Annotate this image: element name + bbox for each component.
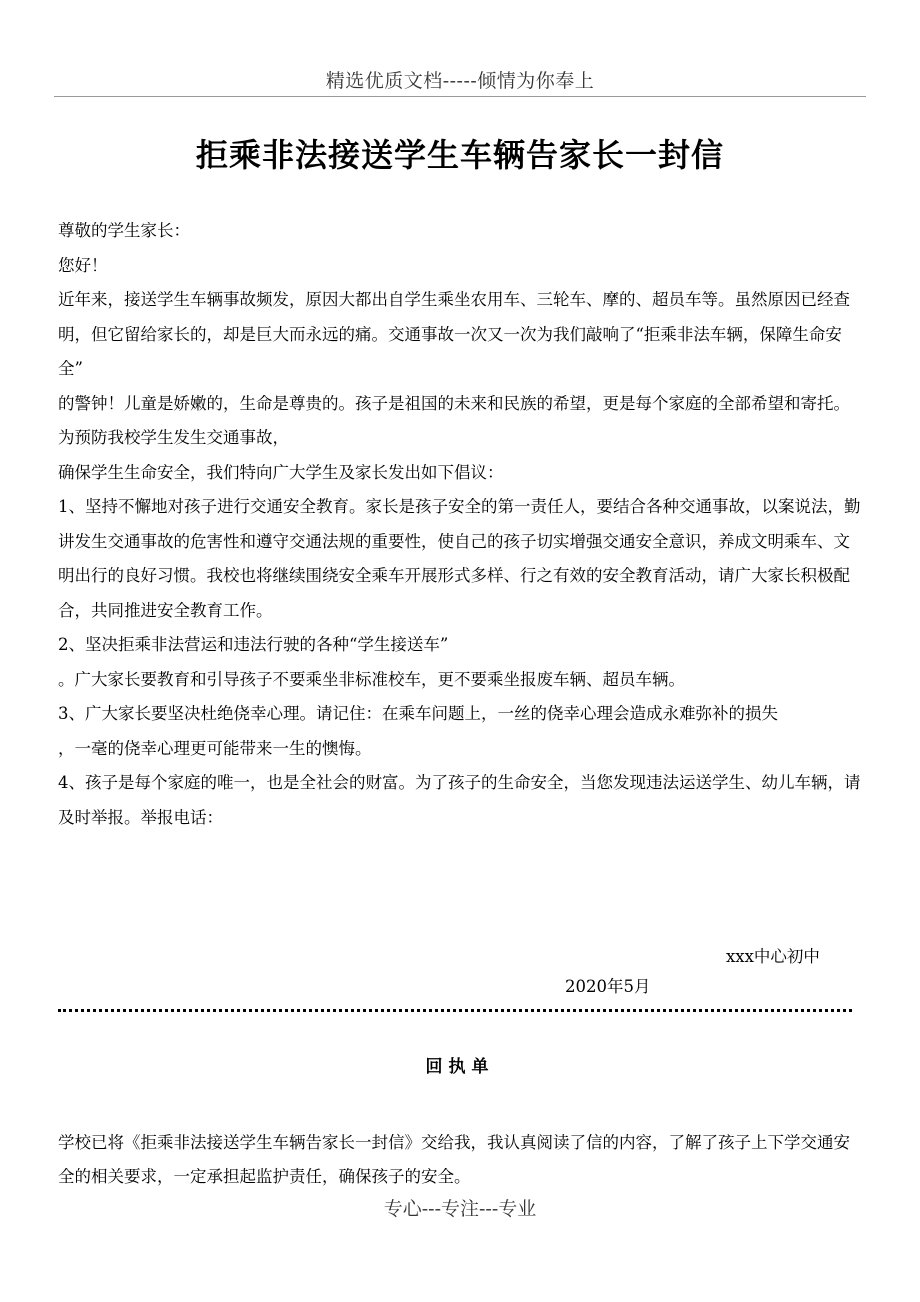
document-title: 拒乘非法接送学生车辆告家长一封信: [195, 136, 724, 174]
body-paragraph: 近年来，接送学生车辆事故频发，原因大都出自学生乘坐农用车、三轮车、摩的、超员车等。虽然原因已经查明，但它留给家长的，却是巨大而永远的痛。交通事故一次又一次为我们敲响了“拒乘非法车辆，保障生命安全”: [58, 290, 850, 378]
school-signature: xxx中心初中: [726, 947, 820, 966]
cut-line: [58, 1009, 852, 1012]
receipt-text: 学校已将《拒乘非法接送学生车辆告家长一封信》交给我，我认真阅读了信的内容，了解了孩子上下学交通安全的相关要求，一定承担起监护责任，确保孩子的安全。: [58, 1133, 850, 1186]
proposal-item-2: 2、坚决拒乘非法营运和违法行驶的各种“学生接送车”: [58, 635, 449, 654]
proposal-item-3-continued: ，一毫的侥幸心理更可能带来一生的懊悔。: [58, 738, 372, 758]
body-paragraph: 的警钟！儿童是娇嫩的，生命是尊贵的。孩子是祖国的未来和民族的希望，更是每个家庭的全部希望和寄托。为预防我校学生发生交通事故，: [58, 393, 850, 447]
salutation: 尊敬的学生家长：: [58, 221, 190, 240]
header-divider: [54, 96, 866, 97]
proposal-item-1: 1、坚持不懈地对孩子进行交通安全教育。家长是孩子安全的第一责任人，要结合各种交通事故，以案说法，勤讲发生交通事故的危害性和遵守交通法规的重要性，使自己的孩子切实增强交通安全意识，养成文明乘车、文明出行的良好习惯。我校也将继续围绕安全乘车开展形式多样、行之有效的安全教育活动，请广大家长积极配合，共同推进安全教育工作。: [58, 497, 861, 620]
letter-body: [58, 214, 864, 835]
proposal-item-2-continued: 。广大家长要教育和引导孩子不要乘坐非标准校车，更不要乘坐报废车辆、超员车辆。: [58, 669, 685, 689]
greeting: 您好！: [58, 255, 108, 275]
letter-date: 2020年5月: [565, 977, 651, 996]
page-header: 精选优质文档-----倾情为你奉上: [325, 70, 595, 92]
proposal-item-4: 4、孩子是每个家庭的唯一，也是全社会的财富。为了孩子的生命安全，当您发现违法运送学生、幼儿车辆，请及时举报。举报电话：: [58, 773, 861, 827]
page-footer: 专心---专注---专业: [383, 1198, 537, 1220]
receipt-title: 回执单: [425, 1057, 495, 1077]
proposal-item-3: 3、广大家长要坚决杜绝侥幸心理。请记住：在乘车问题上，一丝的侥幸心理会造成永难弥补的损失: [58, 704, 778, 723]
body-paragraph: 确保学生生命安全，我们特向广大学生及家长发出如下倡议：: [58, 462, 504, 482]
